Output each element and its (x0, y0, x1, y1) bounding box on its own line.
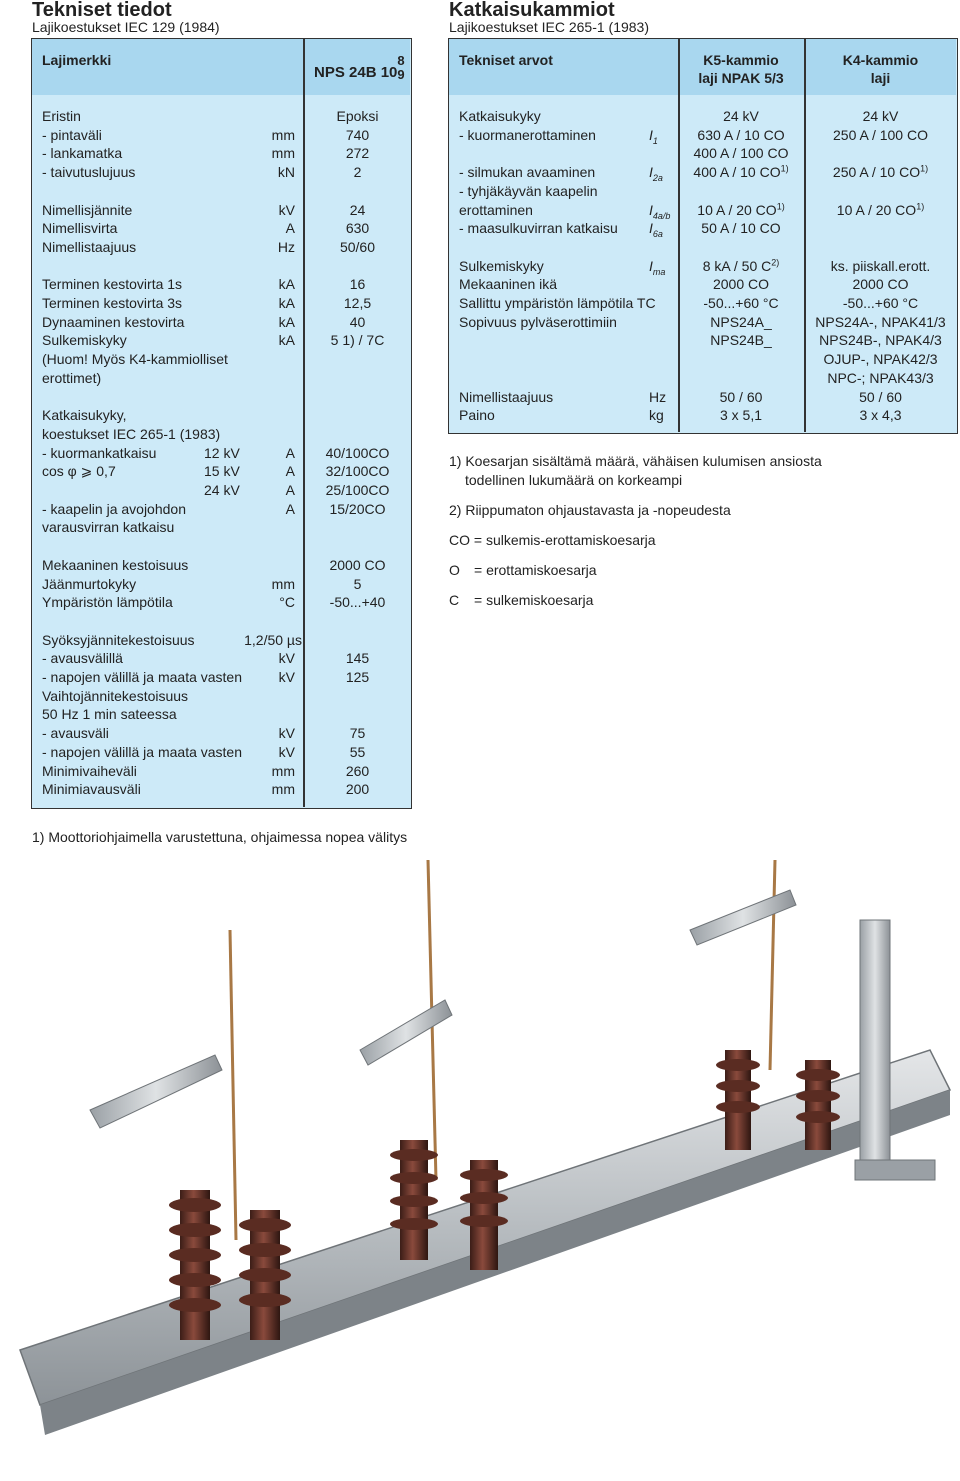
k4-value: ks. piiskall.erott. (830, 257, 931, 274)
spec-label: 50 Hz 1 min sateessa (42, 706, 177, 723)
spec-label: Jäänmurtokyky (42, 575, 137, 592)
spec-unit: mm (271, 126, 295, 143)
k4-value: OJUP-, NPAK42/3 (823, 351, 938, 368)
spec-value: 40/100CO (325, 444, 390, 461)
spec-label: Syöksyjännitekestoisuus (42, 631, 195, 648)
left-header-label: Lajimerkki (42, 52, 112, 68)
right-title: Katkaisukammiot (449, 0, 615, 21)
spec-value: Epoksi (336, 108, 379, 124)
spec-label: - kuormankatkaisu (42, 444, 157, 461)
spec-unit: kV (278, 650, 295, 667)
spec-label: Ympäristön lämpötila (42, 594, 173, 611)
spec-label: Katkaisukyky, (42, 407, 127, 424)
left-spec-table (31, 38, 412, 809)
spec-label: - pintaväli (42, 126, 102, 143)
switch-arm-2 (360, 1000, 452, 1065)
spec-unit: kA (278, 276, 295, 293)
spec-label: Eristin (42, 108, 81, 124)
chamber-symbol: $I_1$ (649, 126, 658, 146)
spec-value: 75 (349, 725, 366, 742)
spec-value: 145 (345, 650, 370, 667)
spec-unit: A (285, 482, 295, 498)
spec-unit: 1,2/50 µs (244, 631, 302, 648)
spec-label: - lankamatka (42, 145, 123, 162)
right-header-col2-l1: K5-kammio (703, 52, 779, 68)
k4-value: 2000 CO (852, 276, 909, 293)
mounting-bracket (860, 920, 890, 1180)
spec-unit: °C (279, 594, 295, 611)
chamber-label: Mekaaninen ikä (459, 276, 558, 293)
spec-unit: kV (278, 725, 295, 742)
chamber-label: erottaminen (459, 201, 533, 218)
spec-label: - avausväli (42, 725, 109, 742)
right-header-col1: Tekniset arvot (459, 52, 553, 68)
k4-value: 10 A / 20 CO$^{1)}$ (836, 200, 925, 218)
k4-value: NPS24B-, NPAK4/3 (819, 332, 942, 349)
spec-value: 740 (345, 126, 370, 143)
switch-arm-3 (690, 890, 796, 945)
k4-value: NPC-; NPAK43/3 (827, 369, 934, 386)
right-header-col2-l2: laji NPAK 5/3 (698, 70, 784, 86)
spec-value: 12,5 (343, 295, 372, 311)
spec-value: -50...+40 (329, 594, 386, 611)
spec-value: 2000 CO (329, 556, 386, 573)
spec-value: 125 (345, 669, 370, 685)
spec-label: Vaihtojännitekestoisuus (42, 687, 189, 704)
spec-label: Nimellisjännite (42, 201, 133, 218)
chamber-symbol: $I_{4a/b}$ (649, 201, 671, 221)
k5-value: 10 A / 20 CO$^{1)}$ (697, 200, 785, 218)
note-1-line-1: 1) Koesarjan sisältämä määrä, vähäisen kulumisen ansiosta (449, 453, 822, 469)
chamber-symbol: $I_{6a}$ (649, 220, 663, 239)
chamber-label: Nimellistaajuus (459, 388, 554, 405)
spec-label: - taivutuslujuus (42, 164, 136, 181)
left-footnote: 1) Moottoriohjaimella varustettuna, ohjaimessa nopea välitys (32, 829, 408, 845)
k5-value: NPS24B_ (710, 332, 772, 349)
spec-unit: mm (271, 781, 295, 798)
k5-value: 50 / 60 (719, 388, 763, 405)
spec-value: 16 (349, 276, 366, 293)
spec-label: varausvirran katkaisu (42, 519, 175, 536)
chamber-symbol: Hz (649, 388, 667, 405)
spec-unit: A (285, 220, 295, 237)
spec-label: cos φ ⩾ 0,7 (42, 463, 116, 480)
note-co: CO = sulkemis-erottamiskoesarja (449, 532, 656, 548)
spec-label: erottimet) (42, 369, 102, 386)
spec-value: 24 (349, 201, 366, 218)
left-subtitle: Lajikoestukset IEC 129 (1984) (32, 19, 220, 35)
spec-unit: mm (271, 145, 295, 162)
chamber-label: - maasulkuvirran katkaisu (459, 220, 618, 237)
chamber-label: - silmukan avaaminen (459, 164, 596, 181)
k4-value: NPS24A-, NPAK41/3 (815, 313, 946, 330)
chamber-symbol: $I_{2a}$ (649, 164, 663, 183)
spec-unit: kV (278, 743, 295, 760)
spec-value: 260 (345, 762, 370, 779)
spec-value: 5 1) / 7C (330, 332, 385, 349)
left-header-product: NPS 24B 10 8 9 (314, 53, 405, 82)
right-header-col3-l1: K4-kammio (842, 52, 919, 68)
spec-value: 272 (345, 145, 370, 162)
switch-arm-1 (90, 1055, 222, 1128)
spec-value: 40 (349, 313, 366, 330)
k5-value: -50...+60 °C (703, 295, 779, 311)
left-title: Tekniset tiedot (32, 0, 172, 21)
right-spec-table (448, 38, 958, 434)
spec-label: Nimellisvirta (42, 220, 118, 237)
k5-value: 2000 CO (712, 276, 770, 293)
spec-voltage: 12 kV (204, 444, 240, 461)
k5-value: 24 kV (723, 108, 759, 124)
spec-label: Terminen kestovirta 3s (42, 295, 183, 311)
spec-value: 200 (345, 781, 370, 798)
spec-value: 15/20CO (329, 500, 386, 517)
k4-value: 250 A / 10 CO$^{1)}$ (832, 163, 929, 181)
spec-label: Terminen kestovirta 1s (42, 276, 183, 293)
k4-value: 3 x 4,3 (859, 407, 902, 424)
spec-label: koestukset IEC 265-1 (1983) (42, 425, 221, 442)
spec-unit: kN (277, 164, 295, 181)
right-header-col3-l2: laji (870, 70, 891, 86)
spec-label: Minimiavausväli (42, 781, 141, 798)
disconnector-photo (0, 860, 960, 1481)
spec-label: Mekaaninen kestoisuus (42, 556, 189, 573)
k5-value: 3 x 5,1 (719, 407, 763, 424)
spec-value: 50/60 (339, 238, 376, 255)
chamber-label: - kuormanerottaminen (459, 126, 596, 143)
spec-unit: kA (278, 332, 295, 349)
spec-unit: kV (278, 201, 295, 218)
spec-label: (Huom! Myös K4-kammiolliset (42, 351, 228, 368)
spec-unit: kV (278, 669, 295, 685)
k5-value: 50 A / 10 CO (701, 220, 781, 237)
note-o-desc: = erottamiskoesarja (474, 562, 597, 578)
spec-unit: A (285, 463, 295, 480)
spec-voltage: 15 kV (204, 463, 240, 480)
chamber-label: Paino (459, 407, 495, 424)
spec-unit: Hz (277, 238, 295, 255)
spec-unit: mm (271, 575, 295, 592)
k4-value: -50...+60 °C (842, 295, 919, 311)
spec-label: - napojen välillä ja maata vasten (42, 743, 243, 760)
spec-label: Sulkemiskyky (42, 332, 127, 349)
spec-label: Nimellistaajuus (42, 238, 137, 255)
chamber-label: Sallittu ympäristön lämpötila TC (459, 295, 656, 311)
chamber-label: - tyhjäkäyvän kaapelin (459, 182, 598, 199)
note-c-desc: = sulkemiskoesarja (474, 592, 594, 608)
spec-label: Dynaaminen kestovirta (42, 313, 185, 330)
k4-value: 24 kV (862, 108, 899, 124)
spec-unit: A (285, 444, 295, 461)
chamber-label: Sopivuus pylväserottimiin (459, 313, 617, 330)
spec-label: Minimivaiheväli (42, 762, 137, 779)
spec-value: 32/100CO (325, 463, 390, 480)
chamber-label: Katkaisukyky (459, 108, 541, 124)
note-2: 2) Riippumaton ohjaustavasta ja -nopeudesta (449, 502, 731, 518)
chamber-symbol: $I_{ma}$ (649, 257, 666, 277)
right-subtitle: Lajikoestukset IEC 265-1 (1983) (449, 19, 649, 35)
k4-value: 50 / 60 (859, 388, 902, 405)
spec-unit: kA (278, 313, 295, 330)
spec-voltage: 24 kV (204, 482, 240, 498)
spec-value: 55 (349, 743, 366, 760)
k5-value: 400 A / 10 CO$^{1)}$ (693, 163, 789, 181)
k5-value: 8 kA / 50 $C^{2)}$ (702, 256, 780, 274)
note-1-line-2: todellinen lukumäärä on korkeampi (465, 472, 683, 488)
spec-label: - kaapelin ja avojohdon (42, 500, 186, 517)
spec-unit: A (285, 500, 295, 517)
note-o-key: O (449, 562, 460, 578)
spec-value: 2 (353, 164, 362, 181)
spec-value: 630 (345, 220, 370, 237)
chamber-label: Sulkemiskyky (459, 257, 544, 274)
k5-value: NPS24A_ (710, 313, 772, 330)
spec-unit: mm (271, 762, 295, 779)
spec-label: - napojen välillä ja maata vasten (42, 669, 243, 685)
note-c-key: C (449, 592, 460, 608)
spec-value: 5 (353, 575, 362, 592)
k4-value: 250 A / 100 CO (833, 126, 928, 143)
k5-value: 630 A / 10 CO (697, 126, 785, 143)
spec-value: 25/100CO (325, 482, 390, 498)
chamber-symbol: kg (649, 407, 664, 424)
spec-label: - avausvälillä (42, 650, 123, 667)
spec-unit: kA (278, 295, 295, 311)
k5-value: 400 A / 100 CO (693, 145, 789, 162)
